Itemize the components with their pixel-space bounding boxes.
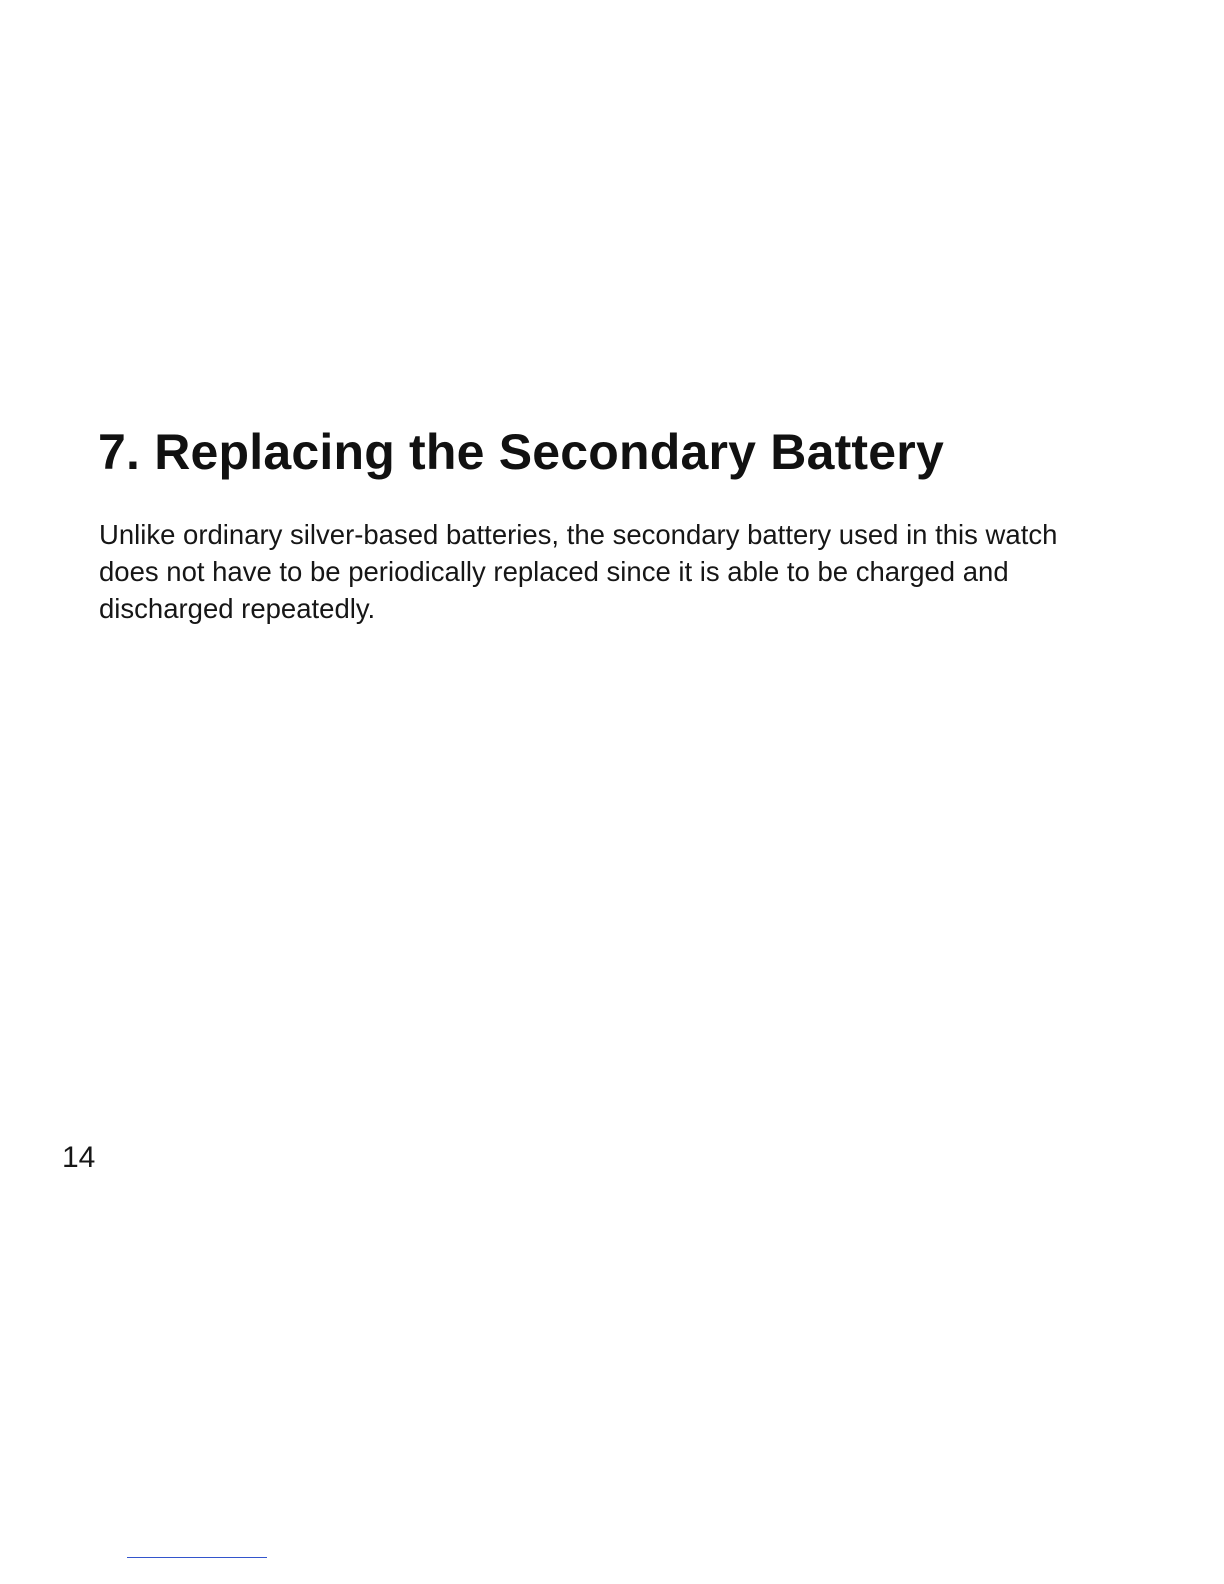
paragraph-line: discharged repeatedly. — [99, 593, 376, 624]
footer-divider — [127, 1557, 267, 1558]
page-number: 14 — [62, 1141, 96, 1174]
section-heading: 7. Replacing the Secondary Battery — [98, 424, 944, 480]
paragraph-line: Unlike ordinary silver-based batteries, the secondary battery used in this watch — [99, 519, 1058, 550]
paragraph-line: does not have to be periodically replaced since it is able to be charged and — [99, 556, 1009, 587]
section-paragraph — [99, 516, 1179, 627]
